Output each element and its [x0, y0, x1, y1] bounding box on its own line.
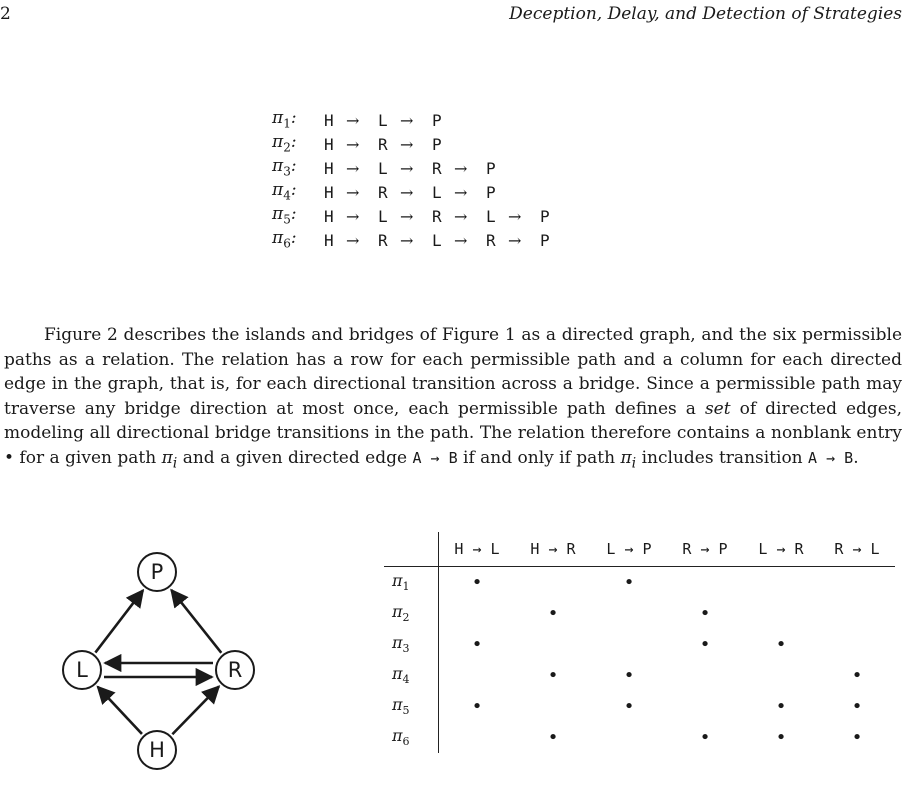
paragraph-text: .: [853, 447, 859, 468]
table-cell-empty: [819, 629, 895, 660]
table-row: [384, 660, 895, 691]
bullet-mark: •: [699, 727, 711, 748]
path-node: P: [540, 231, 550, 250]
paragraph-emphasis: set: [704, 398, 731, 419]
node-label: R: [227, 658, 243, 682]
bullet-mark: •: [699, 603, 711, 624]
table-cell-empty: [439, 722, 516, 753]
bullet-mark: •: [471, 634, 483, 655]
path-node: R: [432, 159, 442, 178]
bullet-mark: •: [851, 665, 863, 686]
table-cell-empty: [743, 567, 819, 599]
graph-node-r: [216, 651, 254, 689]
path-node: H: [324, 231, 334, 250]
path-node: H: [324, 135, 334, 154]
table-column-header: H → L: [439, 532, 516, 567]
table-cell-mark: [515, 598, 591, 629]
body-paragraph: [4, 323, 902, 476]
table-cell-empty: [667, 660, 743, 691]
path-arrow: →: [454, 231, 468, 250]
path-node: R: [378, 231, 388, 250]
table-cell-mark: [667, 598, 743, 629]
path-arrow: →: [400, 159, 414, 178]
bullet-mark: •: [547, 727, 559, 748]
table-cell-empty: [591, 629, 667, 660]
bullet-mark: •: [775, 727, 787, 748]
bullet-mark: •: [471, 696, 483, 717]
path-arrow: →: [400, 135, 414, 154]
math-subscript: i: [172, 455, 178, 472]
path-node: L: [432, 231, 442, 250]
table-row-label: $\pi_6$: [384, 722, 439, 753]
table-row-label: $\pi_3$: [384, 629, 439, 660]
table-cell-mark: [819, 722, 895, 753]
path-node: L: [378, 111, 388, 130]
table-cell-empty: [743, 598, 819, 629]
path-node: H: [324, 207, 334, 226]
table-cell-mark: [439, 629, 516, 660]
path-arrow: →: [346, 207, 360, 226]
path-label: $\pi_4$:: [272, 180, 297, 203]
path-arrow: →: [508, 207, 522, 226]
path-arrow: →: [346, 183, 360, 202]
table-row: [384, 629, 895, 660]
path-arrow: →: [400, 207, 414, 226]
paragraph-text: if and only if path: [457, 447, 621, 468]
path-node: H: [324, 183, 334, 202]
path-label: $\pi_6$:: [272, 228, 297, 251]
table-row-label: $\pi_1$: [384, 567, 439, 599]
graph-node-l: [63, 651, 101, 689]
path-arrow: →: [454, 159, 468, 178]
table-cell-mark: [515, 660, 591, 691]
path-arrow: →: [508, 231, 522, 250]
path-row: [272, 229, 562, 253]
path-arrow: →: [346, 111, 360, 130]
bullet-mark: •: [471, 572, 483, 593]
path-arrow: →: [346, 135, 360, 154]
table-cell-mark: [667, 722, 743, 753]
table-cell-mark: [591, 567, 667, 599]
path-arrow: →: [454, 207, 468, 226]
table-cell-mark: [439, 691, 516, 722]
bullet-mark: •: [775, 634, 787, 655]
table-cell-empty: [439, 660, 516, 691]
table-cell-empty: [439, 598, 516, 629]
edge-notation: A → B: [412, 448, 458, 467]
paragraph-text: of directed edges, modeling all directional bridge transitions in the path. The relation therefore contains a nonblank entry • for a given path: [4, 398, 902, 468]
path-node: R: [486, 231, 496, 250]
table-header-row: [384, 532, 895, 567]
path-node: P: [432, 135, 442, 154]
table-column-header: L → R: [743, 532, 819, 567]
node-label: P: [150, 560, 164, 584]
paragraph-text: and a given directed edge: [177, 447, 413, 468]
table-row: [384, 691, 895, 722]
node-label: L: [76, 658, 88, 682]
path-label: $\pi_5$:: [272, 204, 297, 227]
bullet-mark: •: [547, 665, 559, 686]
table-cell-mark: [819, 660, 895, 691]
path-arrow: →: [400, 111, 414, 130]
table-column-header: H → R: [515, 532, 591, 567]
graph-node-p: [138, 553, 176, 591]
table-cell-mark: [743, 629, 819, 660]
path-node: P: [432, 111, 442, 130]
path-node: R: [432, 207, 442, 226]
path-arrow: →: [400, 183, 414, 202]
path-node: L: [378, 159, 388, 178]
relation-table: [384, 532, 895, 753]
table-cell-empty: [515, 567, 591, 599]
table-cell-empty: [515, 691, 591, 722]
path-node: L: [486, 207, 496, 226]
table-row: [384, 598, 895, 629]
path-label: $\pi_1$:: [272, 108, 297, 131]
bullet-mark: •: [851, 727, 863, 748]
path-arrow: →: [454, 183, 468, 202]
graph-nodes: [63, 553, 254, 769]
graph-edge-h-to-l: [98, 687, 142, 734]
table-cell-empty: [819, 598, 895, 629]
table-column-header: L → P: [591, 532, 667, 567]
path-node: L: [432, 183, 442, 202]
path-node: R: [378, 183, 388, 202]
bullet-mark: •: [623, 572, 635, 593]
table-row-label: $\pi_5$: [384, 691, 439, 722]
path-node: P: [486, 159, 496, 178]
table-cell-mark: [591, 660, 667, 691]
table-cell-mark: [667, 629, 743, 660]
path-label: $\pi_2$:: [272, 132, 297, 155]
table-column-header: R → L: [819, 532, 895, 567]
table-cell-empty: [667, 691, 743, 722]
bullet-mark: •: [623, 665, 635, 686]
table-row-label: $\pi_2$: [384, 598, 439, 629]
bullet-mark: •: [851, 696, 863, 717]
bullet-mark: •: [547, 603, 559, 624]
bullet-mark: •: [699, 634, 711, 655]
bullet-mark: •: [775, 696, 787, 717]
table-cell-mark: [591, 691, 667, 722]
table-cell-empty: [591, 722, 667, 753]
graph-edge-l-to-p: [95, 590, 143, 652]
table-corner: [384, 532, 439, 567]
table-row: [384, 567, 895, 599]
table-body: [384, 567, 895, 754]
table-row-label: $\pi_4$: [384, 660, 439, 691]
table-cell-empty: [667, 567, 743, 599]
path-arrow: →: [400, 231, 414, 250]
math-symbol: π: [620, 447, 632, 468]
table-cell-mark: [819, 691, 895, 722]
paragraph-text: includes transition: [636, 447, 809, 468]
path-node: R: [378, 135, 388, 154]
math-symbol: π: [161, 447, 173, 468]
graph-edge-r-to-p: [171, 590, 221, 653]
table-cell-empty: [819, 567, 895, 599]
math-subscript: i: [631, 455, 637, 472]
running-head: Deception, Delay, and Detection of Strategies: [509, 4, 902, 24]
path-arrow: →: [346, 231, 360, 250]
path-node: P: [486, 183, 496, 202]
table-cell-empty: [743, 660, 819, 691]
path-label: $\pi_3$:: [272, 156, 297, 179]
graph-edges: [95, 590, 221, 734]
table-cell-mark: [439, 567, 516, 599]
path-list: [272, 109, 562, 253]
edge-notation: A → B: [808, 448, 854, 467]
table-cell-empty: [591, 598, 667, 629]
graph-edge-h-to-r: [172, 686, 219, 734]
bullet-mark: •: [623, 696, 635, 717]
table-cell-mark: [515, 722, 591, 753]
path-node: H: [324, 159, 334, 178]
path-node: H: [324, 111, 334, 130]
path-arrow: →: [346, 159, 360, 178]
directed-graph: [55, 550, 265, 770]
table-column-header: R → P: [667, 532, 743, 567]
table-cell-mark: [743, 691, 819, 722]
table-cell-mark: [743, 722, 819, 753]
graph-node-h: [138, 731, 176, 769]
table-cell-empty: [515, 629, 591, 660]
page-number: 2: [0, 4, 11, 24]
path-node: L: [378, 207, 388, 226]
path-node: P: [540, 207, 550, 226]
node-label: H: [149, 738, 165, 762]
paragraph-text: Figure 2 describes the islands and bridges of Figure 1 as a directed graph, and the six permissible paths as a relation. The relation has a row for each permissible path and a column for each directed edge in the graph, that is, for each directional transition across a bridge. Since a permissible path may traverse any bridge direction at most once, each permissible path defines a: [4, 325, 902, 419]
table-row: [384, 722, 895, 753]
